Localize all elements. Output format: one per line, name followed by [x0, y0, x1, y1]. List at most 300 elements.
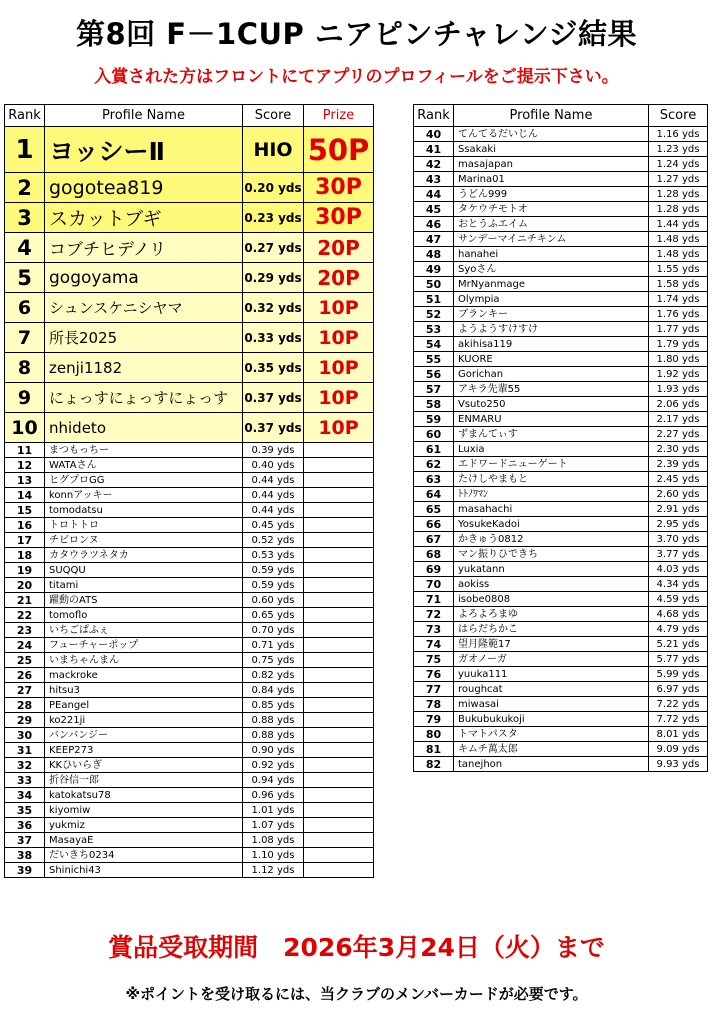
- results-body-right: [414, 127, 708, 772]
- table-row: [5, 758, 374, 773]
- profile-name-cell: フューチャーポップ: [45, 638, 243, 653]
- profile-name-cell: カタウラツネタカ: [45, 548, 243, 563]
- score-cell: 2.39 yds: [649, 457, 708, 472]
- prize-cell-empty: [304, 593, 374, 608]
- score-cell: 0.53 yds: [243, 548, 304, 563]
- profile-name-header: Profile Name: [45, 105, 243, 127]
- table-row: [5, 653, 374, 668]
- rank-cell: 9: [5, 383, 45, 413]
- rank-cell: 42: [414, 157, 454, 172]
- score-cell: 1.44 yds: [649, 217, 708, 232]
- score-cell: 1.28 yds: [649, 202, 708, 217]
- score-cell: 1.74 yds: [649, 292, 708, 307]
- rank-cell: 28: [5, 698, 45, 713]
- score-cell: 5.99 yds: [649, 667, 708, 682]
- score-cell: 6.97 yds: [649, 682, 708, 697]
- table-row: [414, 547, 708, 562]
- rank-cell: 2: [5, 173, 45, 203]
- profile-name-cell: KEEP273: [45, 743, 243, 758]
- score-cell: 0.88 yds: [243, 713, 304, 728]
- prize-cell-empty: [304, 863, 374, 878]
- rank-cell: 39: [5, 863, 45, 878]
- score-cell: 7.22 yds: [649, 697, 708, 712]
- score-cell: 4.59 yds: [649, 592, 708, 607]
- table-row: [5, 743, 374, 758]
- profile-name-cell: ENMARU: [454, 412, 649, 427]
- table-row: [414, 442, 708, 457]
- profile-name-cell: kiyomiw: [45, 803, 243, 818]
- profile-name-cell: かきゅう0812: [454, 532, 649, 547]
- score-cell: 0.84 yds: [243, 683, 304, 698]
- rank-cell: 16: [5, 518, 45, 533]
- score-cell: 0.32 yds: [243, 293, 304, 323]
- score-cell: 0.59 yds: [243, 578, 304, 593]
- profile-name-cell: katokatsu78: [45, 788, 243, 803]
- profile-name-cell: Olympia: [454, 292, 649, 307]
- table-row: [5, 518, 374, 533]
- rank-cell: 8: [5, 353, 45, 383]
- prize-cell-empty: [304, 623, 374, 638]
- table-row: [5, 473, 374, 488]
- score-cell: 5.77 yds: [649, 652, 708, 667]
- rank-cell: 74: [414, 637, 454, 652]
- table-row: [414, 187, 708, 202]
- score-cell: 2.91 yds: [649, 502, 708, 517]
- rank-cell: 29: [5, 713, 45, 728]
- score-cell: 7.72 yds: [649, 712, 708, 727]
- table-row: [414, 142, 708, 157]
- profile-name-cell: ヒグプロGG: [45, 473, 243, 488]
- table-row: [414, 172, 708, 187]
- table-row: [5, 683, 374, 698]
- rank-cell: 46: [414, 217, 454, 232]
- score-cell: 5.21 yds: [649, 637, 708, 652]
- rank-cell: 61: [414, 442, 454, 457]
- rank-cell: 52: [414, 307, 454, 322]
- rank-cell: 70: [414, 577, 454, 592]
- rank-cell: 67: [414, 532, 454, 547]
- profile-name-cell: ko221ji: [45, 713, 243, 728]
- prize-cell-empty: [304, 833, 374, 848]
- profile-name-header: Profile Name: [454, 105, 649, 127]
- rank-cell: 6: [5, 293, 45, 323]
- score-cell: 0.44 yds: [243, 488, 304, 503]
- prize-cell-empty: [304, 728, 374, 743]
- table-row: [414, 412, 708, 427]
- rank-cell: 54: [414, 337, 454, 352]
- table-row: [414, 202, 708, 217]
- score-cell: 1.16 yds: [649, 127, 708, 142]
- rank-cell: 71: [414, 592, 454, 607]
- profile-name-cell: シュンスケニシヤマ: [45, 293, 243, 323]
- profile-name-cell: isobe0808: [454, 592, 649, 607]
- score-cell: 0.37 yds: [243, 413, 304, 443]
- prize-cell-empty: [304, 488, 374, 503]
- rank-cell: 17: [5, 533, 45, 548]
- profile-name-cell: tanejhon: [454, 757, 649, 772]
- results-body-left: [5, 127, 374, 878]
- profile-name-cell: miwasai: [454, 697, 649, 712]
- prize-cell: 10P: [304, 413, 374, 443]
- prize-cell-empty: [304, 638, 374, 653]
- rank-cell: 24: [5, 638, 45, 653]
- rank-header: Rank: [414, 105, 454, 127]
- score-cell: 0.39 yds: [243, 443, 304, 458]
- profile-name-cell: WATAさん: [45, 458, 243, 473]
- rank-cell: 76: [414, 667, 454, 682]
- rank-cell: 23: [5, 623, 45, 638]
- prize-cell-empty: [304, 758, 374, 773]
- rank-cell: 44: [414, 187, 454, 202]
- score-cell: 0.90 yds: [243, 743, 304, 758]
- rank-cell: 75: [414, 652, 454, 667]
- rank-cell: 63: [414, 472, 454, 487]
- table-row: [414, 262, 708, 277]
- profile-name-cell: ようようすけすけ: [454, 322, 649, 337]
- table-row: [5, 863, 374, 878]
- rank-cell: 57: [414, 382, 454, 397]
- profile-name-cell: YosukeKadoi: [454, 517, 649, 532]
- profile-name-cell: Vsuto250: [454, 397, 649, 412]
- winner-row: [5, 383, 374, 413]
- table-row: [414, 352, 708, 367]
- rank-cell: 77: [414, 682, 454, 697]
- score-cell: 1.01 yds: [243, 803, 304, 818]
- score-cell: 0.45 yds: [243, 518, 304, 533]
- rank-cell: 48: [414, 247, 454, 262]
- table-row: [5, 698, 374, 713]
- rank-cell: 81: [414, 742, 454, 757]
- table-row: [414, 532, 708, 547]
- prize-cell: 10P: [304, 293, 374, 323]
- rank-cell: 69: [414, 562, 454, 577]
- rank-cell: 72: [414, 607, 454, 622]
- score-cell: 0.23 yds: [243, 203, 304, 233]
- profile-name-cell: nhideto: [45, 413, 243, 443]
- score-cell: 1.27 yds: [649, 172, 708, 187]
- rank-cell: 41: [414, 142, 454, 157]
- prize-cell-empty: [304, 698, 374, 713]
- rank-cell: 26: [5, 668, 45, 683]
- prize-cell-empty: [304, 503, 374, 518]
- profile-name-cell: チビロンヌ: [45, 533, 243, 548]
- table-row: [5, 593, 374, 608]
- rank-cell: 78: [414, 697, 454, 712]
- prize-cell-empty: [304, 713, 374, 728]
- profile-name-cell: エドワードニューゲート: [454, 457, 649, 472]
- table-row: [5, 803, 374, 818]
- table-row: [414, 472, 708, 487]
- table-row: [5, 488, 374, 503]
- score-cell: 0.20 yds: [243, 173, 304, 203]
- rank-cell: 34: [5, 788, 45, 803]
- table-row: [414, 127, 708, 142]
- table-row: [414, 607, 708, 622]
- table-row: [414, 622, 708, 637]
- score-cell: 1.58 yds: [649, 277, 708, 292]
- table-header-row: [414, 105, 708, 127]
- table-row: [414, 247, 708, 262]
- score-cell: 8.01 yds: [649, 727, 708, 742]
- winner-row: [5, 353, 374, 383]
- profile-name-cell: KKひいらぎ: [45, 758, 243, 773]
- prize-cell-empty: [304, 443, 374, 458]
- rank-cell: 15: [5, 503, 45, 518]
- rank-cell: 43: [414, 172, 454, 187]
- profile-name-cell: ブランキー: [454, 307, 649, 322]
- winner-row: [5, 203, 374, 233]
- profile-name-cell: roughcat: [454, 682, 649, 697]
- prize-cell: 30P: [304, 173, 374, 203]
- rank-cell: 80: [414, 727, 454, 742]
- rank-cell: 35: [5, 803, 45, 818]
- score-cell: 0.94 yds: [243, 773, 304, 788]
- table-row: [5, 563, 374, 578]
- profile-name-cell: よろよろまゆ: [454, 607, 649, 622]
- rank-cell: 19: [5, 563, 45, 578]
- table-row: [414, 367, 708, 382]
- profile-name-cell: おとうふエイム: [454, 217, 649, 232]
- rank-cell: 37: [5, 833, 45, 848]
- profile-name-cell: たけしやまもと: [454, 472, 649, 487]
- prize-cell: 20P: [304, 263, 374, 293]
- rank-cell: 20: [5, 578, 45, 593]
- table-row: [5, 578, 374, 593]
- table-row: [414, 487, 708, 502]
- winner-row: [5, 127, 374, 173]
- score-cell: 1.55 yds: [649, 262, 708, 277]
- rank-cell: 56: [414, 367, 454, 382]
- profile-name-cell: にょっすにょっすにょっす: [45, 383, 243, 413]
- score-cell: 4.03 yds: [649, 562, 708, 577]
- profile-name-cell: 躍動のATS: [45, 593, 243, 608]
- prize-cell-empty: [304, 803, 374, 818]
- score-cell: 1.48 yds: [649, 232, 708, 247]
- table-row: [5, 773, 374, 788]
- profile-name-cell: mackroke: [45, 668, 243, 683]
- table-row: [414, 382, 708, 397]
- score-cell: 1.76 yds: [649, 307, 708, 322]
- rank-cell: 7: [5, 323, 45, 353]
- profile-name-cell: コブチヒデノリ: [45, 233, 243, 263]
- score-cell: 0.88 yds: [243, 728, 304, 743]
- profile-name-cell: トロトトロ: [45, 518, 243, 533]
- rank-cell: 55: [414, 352, 454, 367]
- profile-name-cell: Gorichan: [454, 367, 649, 382]
- table-row: [414, 427, 708, 442]
- winner-row: [5, 233, 374, 263]
- prize-cell-empty: [304, 578, 374, 593]
- score-cell: 1.23 yds: [649, 142, 708, 157]
- rank-cell: 31: [5, 743, 45, 758]
- prize-cell-empty: [304, 608, 374, 623]
- rank-cell: 45: [414, 202, 454, 217]
- table-row: [5, 548, 374, 563]
- score-cell: 9.93 yds: [649, 757, 708, 772]
- table-row: [414, 217, 708, 232]
- prize-cell-empty: [304, 773, 374, 788]
- table-row: [414, 232, 708, 247]
- rank-cell: 79: [414, 712, 454, 727]
- profile-name-cell: Luxia: [454, 442, 649, 457]
- table-row: [414, 682, 708, 697]
- profile-name-cell: titami: [45, 578, 243, 593]
- table-row: [414, 307, 708, 322]
- rank-cell: 66: [414, 517, 454, 532]
- rank-cell: 62: [414, 457, 454, 472]
- profile-name-cell: Syoさん: [454, 262, 649, 277]
- table-row: [5, 623, 374, 638]
- score-cell: 3.70 yds: [649, 532, 708, 547]
- score-cell: 0.85 yds: [243, 698, 304, 713]
- table-row: [414, 562, 708, 577]
- table-row: [5, 788, 374, 803]
- rank-cell: 60: [414, 427, 454, 442]
- score-cell: 0.92 yds: [243, 758, 304, 773]
- profile-name-cell: Shinichi43: [45, 863, 243, 878]
- profile-name-cell: SUQQU: [45, 563, 243, 578]
- profile-name-cell: zenji1182: [45, 353, 243, 383]
- rank-cell: 53: [414, 322, 454, 337]
- rank-cell: 11: [5, 443, 45, 458]
- prize-cell-empty: [304, 683, 374, 698]
- profile-name-cell: PEangel: [45, 698, 243, 713]
- prize-header: Prize: [304, 105, 374, 127]
- rank-cell: 49: [414, 262, 454, 277]
- score-cell: 2.95 yds: [649, 517, 708, 532]
- score-cell: 1.93 yds: [649, 382, 708, 397]
- score-cell: 0.29 yds: [243, 263, 304, 293]
- profile-name-cell: MasayaE: [45, 833, 243, 848]
- score-cell: 2.30 yds: [649, 442, 708, 457]
- table-row: [414, 157, 708, 172]
- page-title: 第8回 F－1CUP ニアピンチャレンジ結果: [75, 17, 638, 51]
- score-cell: 0.75 yds: [243, 653, 304, 668]
- table-row: [414, 712, 708, 727]
- score-cell: 0.71 yds: [243, 638, 304, 653]
- rank-cell: 73: [414, 622, 454, 637]
- profile-name-cell: gogoyama: [45, 263, 243, 293]
- table-row: [5, 608, 374, 623]
- profile-name-cell: マン振りひできち: [454, 547, 649, 562]
- score-cell: 0.65 yds: [243, 608, 304, 623]
- score-cell: 0.96 yds: [243, 788, 304, 803]
- table-header-row: [5, 105, 374, 127]
- score-cell: 0.37 yds: [243, 383, 304, 413]
- table-row: [5, 833, 374, 848]
- rank-header: Rank: [5, 105, 45, 127]
- winner-row: [5, 293, 374, 323]
- profile-name-cell: バンバンジー: [45, 728, 243, 743]
- score-cell: 1.12 yds: [243, 863, 304, 878]
- score-cell: 2.06 yds: [649, 397, 708, 412]
- score-cell: 1.08 yds: [243, 833, 304, 848]
- profile-name-cell: アキラ先輩55: [454, 382, 649, 397]
- prize-cell-empty: [304, 818, 374, 833]
- prize-cell-empty: [304, 788, 374, 803]
- profile-name-cell: hitsu3: [45, 683, 243, 698]
- rank-cell: 82: [414, 757, 454, 772]
- table-row: [5, 638, 374, 653]
- score-cell: 3.77 yds: [649, 547, 708, 562]
- score-cell: 1.92 yds: [649, 367, 708, 382]
- score-cell: 0.44 yds: [243, 473, 304, 488]
- table-row: [414, 727, 708, 742]
- winner-row: [5, 173, 374, 203]
- profile-name-cell: 折谷信一郎: [45, 773, 243, 788]
- profile-name-cell: akihisa119: [454, 337, 649, 352]
- prize-cell-empty: [304, 548, 374, 563]
- profile-name-cell: hanahei: [454, 247, 649, 262]
- profile-name-cell: masahachi: [454, 502, 649, 517]
- score-cell: 1.10 yds: [243, 848, 304, 863]
- rank-cell: 25: [5, 653, 45, 668]
- table-row: [5, 668, 374, 683]
- score-cell: 1.77 yds: [649, 322, 708, 337]
- score-cell: 1.79 yds: [649, 337, 708, 352]
- score-cell: 0.33 yds: [243, 323, 304, 353]
- rank-cell: 14: [5, 488, 45, 503]
- prize-cell-empty: [304, 458, 374, 473]
- profile-name-cell: yuuka111: [454, 667, 649, 682]
- rank-cell: 59: [414, 412, 454, 427]
- table-row: [414, 592, 708, 607]
- profile-name-cell: aokiss: [454, 577, 649, 592]
- score-cell: 2.17 yds: [649, 412, 708, 427]
- prize-cell: 20P: [304, 233, 374, 263]
- table-row: [5, 818, 374, 833]
- prize-cell-empty: [304, 668, 374, 683]
- table-row: [5, 728, 374, 743]
- prize-cell: 10P: [304, 383, 374, 413]
- score-cell: 0.70 yds: [243, 623, 304, 638]
- table-row: [414, 652, 708, 667]
- rank-cell: 32: [5, 758, 45, 773]
- rank-cell: 68: [414, 547, 454, 562]
- score-cell: HIO: [243, 127, 304, 173]
- prize-cell-empty: [304, 518, 374, 533]
- profile-name-cell: スカットブギ: [45, 203, 243, 233]
- table-row: [5, 443, 374, 458]
- profile-name-cell: yukatann: [454, 562, 649, 577]
- profile-name-cell: Ssakaki: [454, 142, 649, 157]
- score-cell: 1.24 yds: [649, 157, 708, 172]
- table-row: [414, 517, 708, 532]
- rank-cell: 50: [414, 277, 454, 292]
- score-cell: 0.82 yds: [243, 668, 304, 683]
- prize-claim-period: 賞品受取期間 2026年3月24日（火）まで: [108, 933, 605, 962]
- score-cell: 4.34 yds: [649, 577, 708, 592]
- membership-card-note: ※ポイントを受け取るには、当クラブのメンバーカードが必要です。: [125, 985, 588, 1003]
- profile-name-cell: いちごぱふぇ: [45, 623, 243, 638]
- rank-cell: 12: [5, 458, 45, 473]
- score-cell: 1.28 yds: [649, 187, 708, 202]
- rank-cell: 40: [414, 127, 454, 142]
- profile-name-cell: tomoflo: [45, 608, 243, 623]
- score-cell: 1.80 yds: [649, 352, 708, 367]
- profile-name-cell: konnアッキー: [45, 488, 243, 503]
- table-row: [414, 577, 708, 592]
- score-cell: 4.79 yds: [649, 622, 708, 637]
- score-cell: 2.27 yds: [649, 427, 708, 442]
- table-row: [414, 742, 708, 757]
- score-header: Score: [649, 105, 708, 127]
- profile-name-cell: 所長2025: [45, 323, 243, 353]
- profile-name-cell: ずまんてぃす: [454, 427, 649, 442]
- table-row: [5, 713, 374, 728]
- score-cell: 0.59 yds: [243, 563, 304, 578]
- rank-cell: 22: [5, 608, 45, 623]
